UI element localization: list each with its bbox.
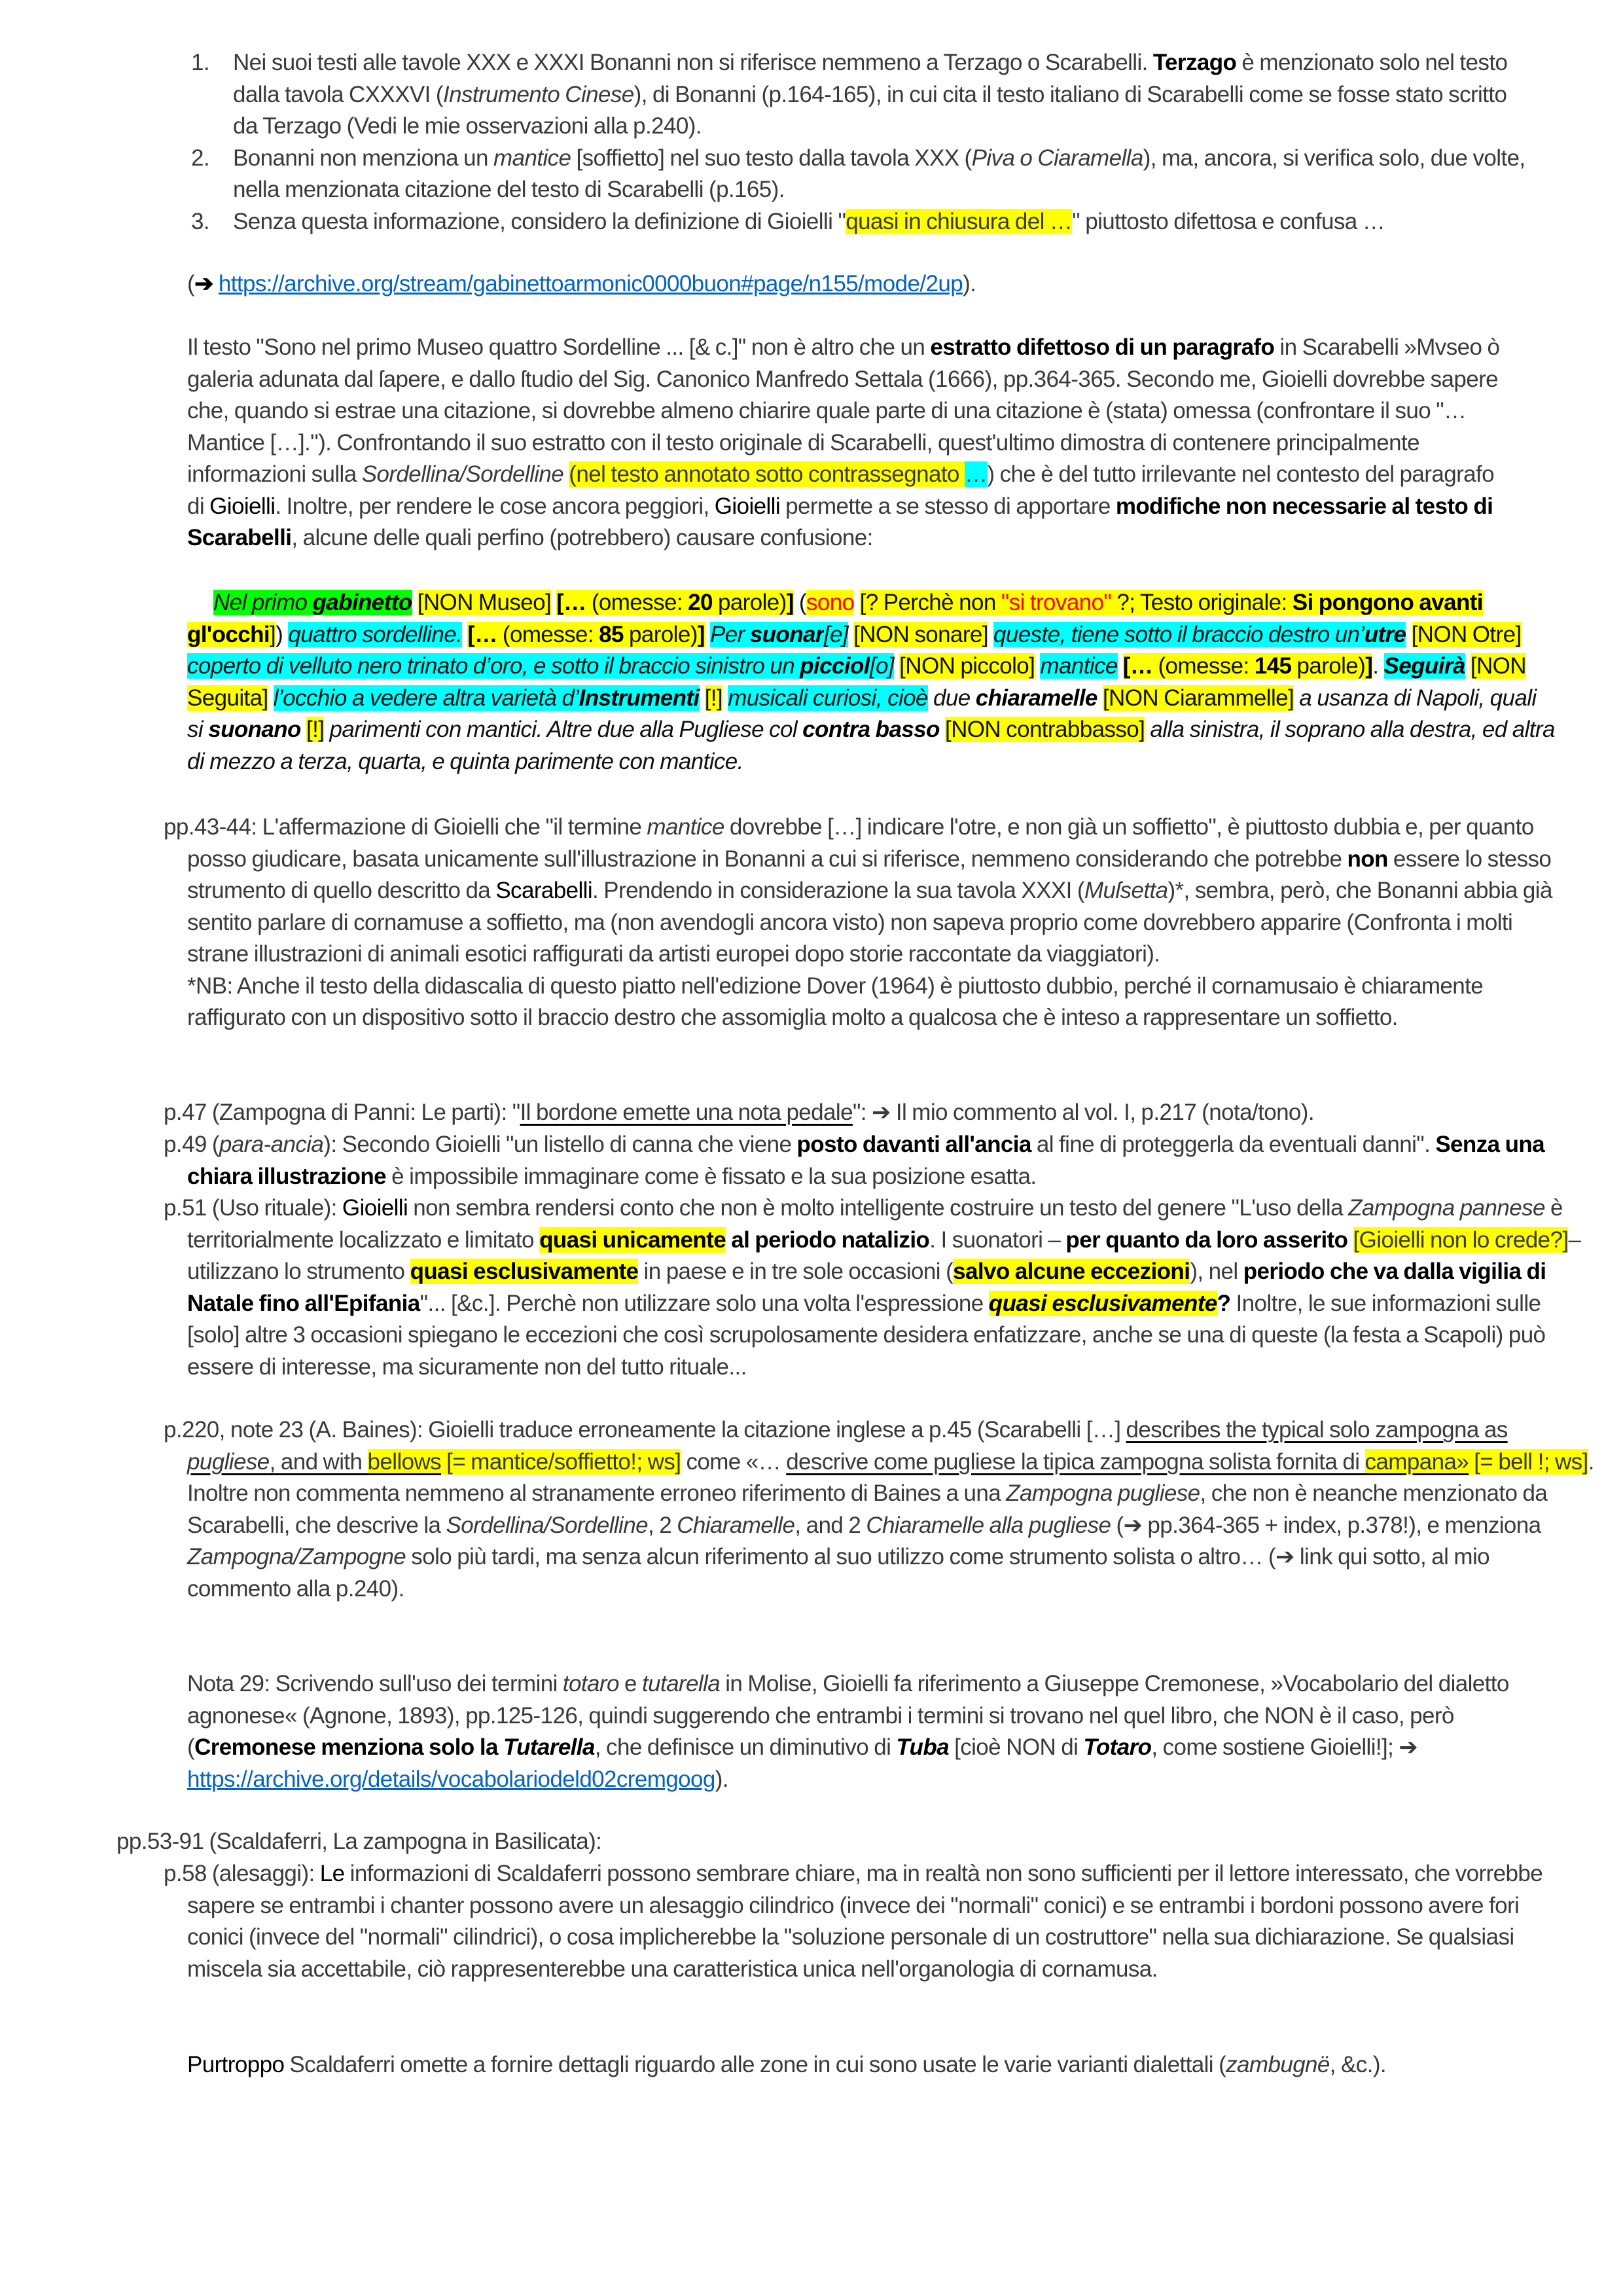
bold-text: Tutarella (503, 1734, 595, 1760)
highlighted-text: bellows (367, 1448, 442, 1475)
bold-text: ? (1217, 1290, 1231, 1316)
text-run: Nota 29: Scrivendo sull'uso dei termini (187, 1671, 563, 1696)
highlighted-text: [NON Ciarammelle] (1102, 685, 1294, 711)
highlighted-text: … (563, 590, 586, 615)
highlighted-text: [NON sonare] (853, 621, 988, 647)
text-run: mantice (493, 145, 571, 171)
text-run: Il testo "Sono nel primo Museo quattro Sordelline ... [& c.]" non è altro che un (187, 334, 931, 360)
text-run (722, 685, 728, 711)
entry-p47 (164, 1097, 1620, 1129)
list-number: 3. (191, 208, 209, 234)
text-run: . Prendendo in considerazione la sua tavola XXXI ( (592, 878, 1084, 903)
text-run (301, 717, 306, 742)
highlighted-text: [= mantice/soffietto!; ws] (441, 1448, 681, 1475)
text-run: . Inoltre non commenta nemmeno al stranamente erroneo riferimento di Baines a una (187, 1448, 1594, 1506)
text-run (1097, 685, 1103, 711)
highlighted-text: sono (806, 590, 855, 615)
text-run: ), di Bonanni (p.164-165), in cui cita il testo italiano di Scarabelli come se fosse stato scritto da Terzago (Vedi le mie osservazioni alla p.240). (233, 81, 1507, 139)
text-run: tutarella (641, 1671, 721, 1696)
text-run: p.51 (Uso rituale): (164, 1195, 342, 1221)
text-run: è territorialmente localizzato e limitato (187, 1195, 1563, 1253)
text-run: mantice (647, 814, 724, 840)
text-run: ): Secondo Gioielli "un listello di canna che viene (323, 1132, 797, 1157)
highlighted-text: utre (1364, 621, 1406, 647)
text-run: , and with (269, 1448, 368, 1475)
highlighted-text: quasi in chiusura del … (846, 208, 1073, 234)
highlighted-text: ?; Testo originale: (1111, 590, 1293, 615)
text-run: al fine di proteggerla da eventuali danni". (1031, 1132, 1436, 1157)
scarabelli-annotated-quote (187, 587, 1555, 778)
paragraph-il-testo (187, 332, 1516, 554)
list-item-text (233, 50, 1507, 139)
bold-text: periodo che va dalla vigilia di Natale fino all'Epifania (187, 1259, 1546, 1316)
text-run: , che non è neanche menzionato da Scarabelli, che descrive la (187, 1480, 1548, 1538)
text-run: , and 2 (794, 1512, 866, 1538)
highlighted-text: parole) (1291, 653, 1366, 679)
text-run (848, 622, 853, 647)
text-run: dovrebbe […] indicare l'otre, e non già un soffietto", è piuttosto dubbia e, per quanto posso giudicare, basata unicamente sull'illustrazione in Bonanni a cui si riferisce, nemmeno considerando che potrebbe (187, 814, 1534, 872)
text-run: Chiaramelle alla pugliese (866, 1512, 1111, 1538)
text-run: . Inoltre, per rendere le cose ancora peggiori, (275, 493, 715, 519)
highlighted-text: Si pongono avanti gl'occhi (187, 590, 1483, 647)
bold-text: Terzago (1152, 50, 1237, 75)
text-run: . I suonatori – (929, 1227, 1066, 1253)
paragraph-purtroppo (187, 2049, 1548, 2081)
text-run: [soffietto] nel suo testo dalla tavola XXX ( (571, 145, 972, 171)
list-item-1 (191, 47, 1535, 143)
highlighted-text: coperto di velluto nero trinato d’oro, e sotto il braccio sinistro un (187, 653, 800, 679)
highlighted-text: (omesse: (586, 590, 688, 615)
text-run: è impossibile immaginare come è fissato e la sua posizione esatta. (386, 1163, 1037, 1189)
text-run: [cioè NON di (948, 1734, 1084, 1760)
highlighted-text: 145 (1254, 653, 1292, 679)
highlighted-text: parole) (623, 621, 698, 647)
highlighted-text: mantice (1040, 653, 1118, 679)
highlighted-text: suonar (749, 621, 824, 647)
highlighted-text: parole) (712, 590, 787, 615)
text-run: , 2 (647, 1512, 677, 1538)
text-run: Piva o Ciaramella (971, 145, 1143, 171)
highlighted-text: ] (270, 621, 276, 647)
highlighted-text: 85 (599, 621, 624, 647)
bold-text: contra basso (802, 717, 940, 742)
numbered-list (191, 47, 1535, 238)
bold-text: Senza una chiara illustrazione (187, 1132, 1545, 1189)
highlighted-text: (omesse: (497, 621, 599, 647)
text-run: ). (715, 1766, 728, 1792)
text-run: pp.43-44: L'affermazione di Gioielli che "il termine (164, 814, 647, 840)
text-run: essere lo stesso strumento di quello descritto da (187, 846, 1552, 903)
highlighted-text: [!] (306, 717, 325, 742)
highlighted-text: [ (1122, 653, 1130, 679)
text-run: è menzionato solo nel testo dalla tavola CXXXVI ( (233, 50, 1508, 107)
highlighted-text: gabinetto (312, 590, 412, 615)
highlighted-text: salvo alcune eccezioni (953, 1259, 1190, 1284)
highlighted-text: campana» (1364, 1448, 1469, 1475)
bold-text: Totaro (1083, 1734, 1152, 1760)
external-link[interactable]: https://archive.org/details/vocabolariodeld02cremgoog (187, 1766, 715, 1792)
text-run: a usanza di Napoli, quali si (187, 685, 1537, 742)
text-run (940, 717, 945, 742)
text-run (1406, 622, 1411, 647)
entry-p220 (164, 1414, 1594, 1605)
text-run (705, 622, 710, 647)
bold-text: non (1347, 846, 1388, 872)
highlighted-text: quasi esclusivamente (410, 1259, 639, 1284)
paren-close: ). (963, 271, 976, 296)
text-run: come «… (681, 1448, 787, 1475)
entry-p51 (164, 1193, 1581, 1383)
highlighted-text: [NON piccolo] (899, 653, 1035, 679)
text-run: ( (793, 590, 806, 615)
highlighted-text: … (474, 621, 497, 647)
highlighted-text: queste, tiene sotto il braccio destro un’ (993, 621, 1364, 647)
text-run: pugliese (187, 1448, 270, 1475)
bold-text: al periodo natalizio (726, 1227, 930, 1253)
text-run: p.58 (alesaggi): (164, 1861, 320, 1886)
entry-nb-note: *NB: Anche il testo della didascalia di questo piatto nell'edizione Dover (1964) è piuttosto dubbio, perché il cornamusaio è chiaramente raffigurato con un dispositivo sotto il braccio destro che assomiglia molto a qualcosa che è inteso a rappresentare un soffietto. (187, 973, 1484, 1030)
list-number: 2. (191, 145, 209, 171)
text-run (412, 590, 418, 615)
text-run: Il bordone emette una nota pedale (520, 1100, 853, 1125)
text-run: Nei suoi testi alle tavole XXX e XXXI Bonanni non si riferisce nemmeno a Terzago o Scarabelli. (233, 50, 1153, 75)
text-run: ) (276, 621, 289, 647)
text-run: (➔ pp.364-365 + index, p.378!), e menziona (1111, 1512, 1541, 1538)
text-run: descrive come pugliese la tipica zampogna solista fornita di (786, 1448, 1365, 1475)
text-run: Scarabelli (495, 878, 593, 903)
text-run: ), nel (1190, 1259, 1243, 1284)
text-run: , come sostiene Gioielli!]; ➔ (1151, 1734, 1418, 1760)
text-run: permette a se stesso di apportare (780, 493, 1116, 519)
text-run: , &c.). (1329, 2052, 1386, 2077)
highlighted-text: [ (467, 621, 475, 647)
highlighted-text: quasi esclusivamente (988, 1290, 1217, 1316)
text-run (700, 685, 705, 711)
entry-p58 (164, 1858, 1575, 1985)
text-run: zambugnë (1226, 2052, 1330, 2077)
highlighted-text: Seguirà (1383, 653, 1465, 679)
text-run: Instrumento Cinese (442, 81, 634, 107)
highlighted-text: [e] (823, 621, 848, 647)
text-run: , alcune delle quali perfino (potrebbero) causare confusione: (291, 525, 873, 550)
highlighted-text: Per (709, 621, 750, 647)
text-run: in Scarabelli »Mvseo ò galeria adunata dal ſapere, e dallo ſtudio del Sig. Canonico Manfredo Settala (1666), pp.364-365. Secondo me, Gioielli dovrebbe sapere che, quando si estrae una citazione, si dovrebbe almeno chiarire quale parte di una citazione è (stata) omessa (confrontare il suo "… Mantice […]."). Confrontando il suo estratto con il testo originale di Scarabelli, quest'ultimo dimostra di contenere principalmente informazioni sulla (187, 334, 1500, 487)
nota-29 (187, 1668, 1568, 1795)
bold-text: Tuba (896, 1734, 949, 1760)
highlighted-text: "si trovano" (1001, 590, 1112, 615)
highlighted-text: ] (697, 621, 705, 647)
text-run: , che definisce un diminutivo di (594, 1734, 897, 1760)
highlighted-text: Instrumenti (579, 685, 700, 711)
highlighted-text: [? Perchè non (859, 590, 1001, 615)
text-run: Sordellina/Sordelline (361, 461, 564, 487)
highlighted-text: [o] (869, 653, 895, 679)
text-run (988, 622, 993, 647)
text-run: Senza questa informazione, considero la definizione di Gioielli " (233, 208, 846, 234)
section-heading-scaldaferri: pp.53-91 (Scaldaferri, La zampogna in Basilicata): (116, 1829, 602, 1854)
text-run (854, 590, 859, 615)
text-run: para-ancia (219, 1132, 324, 1157)
highlighted-text: [NON Museo] (417, 590, 552, 615)
highlighted-text: [Gioielli non lo crede?] (1353, 1227, 1569, 1253)
text-run: in paese e in tre sole occasioni ( (638, 1259, 954, 1284)
text-run: ) che è del tutto irrilevante nel contesto del paragrafo di (187, 461, 1494, 519)
bold-text: suonano (208, 717, 301, 742)
text-run: Gioielli (209, 493, 276, 519)
highlighted-text: (omesse: (1152, 653, 1255, 679)
highlighted-text: [NON Seguita] (187, 653, 1526, 711)
text-run: informazioni di Scaldaferri possono sembrare chiare, ma in realtà non sono sufficienti per il lettore interessato, che vorrebbe sapere se entrambi i chanter possono avere un alesaggio cilindrico (invece dei "normali" conici) e se entrambi i bordoni possono avere fori conici (invece del "normali" cilindrici), o cosa implicherebbe la "soluzione personale di un costruttore" nella sua dichiarazione. Se qualsiasi miscela sia accettabile, ciò rappresenterebbe una caratteristica unica nell'organologia di cornamusa. (187, 1861, 1543, 1982)
text-run: . (1372, 653, 1384, 679)
text-run: – utilizzano lo strumento (187, 1227, 1581, 1284)
highlighted-text: Nel primo (213, 590, 313, 615)
list-item-text (233, 145, 1525, 203)
text-run: ), ma, ancora, si verifica solo, due volte, nella menzionata citazione del testo di Scarabelli (p.165). (233, 145, 1525, 202)
archive-gabinetto-link[interactable]: https://archive.org/stream/gabinettoarmonic0000buon#page/n155/mode/2up (218, 271, 963, 296)
bold-text: modifiche non necessarie al testo di Scarabelli (187, 493, 1493, 550)
entry-p49 (164, 1129, 1568, 1193)
text-run: alla sinistra, il soprano alla destra, ed altra di mezzo a terza, quarta, e quinta parimente con mantice. (187, 717, 1555, 774)
text-run (894, 653, 899, 679)
highlighted-text: ] (786, 590, 794, 615)
text-run: parimenti con mantici. Altre due alla Pugliese col (324, 717, 803, 742)
list-item-2 (191, 143, 1535, 206)
bold-text: estratto difettoso di un paragrafo (930, 334, 1275, 360)
list-item-3 (191, 206, 1535, 238)
entry-text (164, 814, 1552, 967)
text-run: p.220, note 23 (A. Baines): Gioielli traduce erroneamente la citazione inglese a p.45 (Scarabelli […] (164, 1417, 1126, 1443)
bold-text: per quanto da loro asserito (1065, 1227, 1348, 1253)
highlighted-text: [NON contrabbasso] (944, 717, 1145, 742)
text-run: Gioielli (342, 1195, 408, 1221)
highlighted-text: [!] (704, 685, 723, 711)
highlighted-text: picciol (800, 653, 870, 679)
highlighted-text: 20 (688, 590, 713, 615)
text-run: Bonanni non menziona un (233, 145, 494, 171)
bold-text: chiaramelle (975, 685, 1097, 711)
highlighted-text: quattro sordelline. (288, 621, 463, 647)
text-run (1465, 653, 1471, 679)
highlighted-text: l’occhio a vedere altra varietà d’ (273, 685, 579, 711)
text-run: Zampogna pannese (1348, 1195, 1545, 1221)
text-run: )*, sembra, però, che Bonanni abbia già sentito parlare di cornamuse a soffietto, ma (non avendogli ancora visto) non sapeva proprio come dovrebbero apparire (Confronta i molti strane illustrazioni di animali esotici raffigurati da artisti europei dopo storie raccontate da viaggiatori). (187, 878, 1552, 967)
text-run: p.49 ( (164, 1132, 219, 1157)
list-item-text (233, 209, 1385, 234)
text-run: e (618, 1671, 642, 1696)
text-run: "... [&c.]. Perchè non utilizzare solo una volta l'espressione (419, 1290, 989, 1316)
highlighted-text: (nel testo annotato sotto contrassegnato (569, 461, 965, 487)
highlighted-text: [NON Otre] (1411, 621, 1522, 647)
paren-open: ( (187, 271, 195, 296)
text-run: Zampogna/Zampogne (187, 1544, 406, 1570)
highlighted-text: quasi unicamente (539, 1227, 726, 1253)
text-run: in Molise, Gioielli fa riferimento a Giuseppe Cremonese, »Vocabolario del dialetto agnonese« (Agnone, 1893), pp.125-126, quindi suggerendo che entrambi i termini si trovano nel quel libro, che NON è il caso, però ( (187, 1671, 1509, 1760)
text-run: Muſsetta (1084, 878, 1168, 903)
highlighted-text: [ (556, 590, 564, 615)
text-run: due (927, 685, 976, 711)
highlighted-text: [= bell !; ws] (1469, 1448, 1588, 1475)
archive-reference (187, 268, 1561, 300)
entry-pp43-44 (164, 812, 1568, 1034)
highlighted-text: musicali curiosi, cioè (728, 685, 928, 711)
highlighted-text: … (1130, 653, 1153, 679)
text-run: Inoltre, le sue informazioni sulle [solo] altre 3 occasioni spiegano le eccezioni che così scrupolosamente desidera enfatizzare, anche se una di queste (la festa a Scapoli) può essere di interesse, ma sicuramente non del tutto rituale... (187, 1290, 1546, 1380)
text-run (268, 685, 274, 711)
text-run: Scaldaferri omette a fornire dettagli riguardo alle zone in cui sono usate le varie varianti dialettali ( (284, 2052, 1226, 2077)
text-run: totaro (562, 1671, 619, 1696)
text-run (1118, 653, 1123, 679)
text-run: Chiaramelle (677, 1512, 795, 1538)
highlighted-text: … (965, 461, 988, 487)
text-run: Zampogna pugliese (1006, 1480, 1200, 1506)
highlighted-text: ] (1365, 653, 1373, 679)
text-run: Purtroppo (187, 2052, 285, 2077)
arrow-right-icon: ➔ (194, 271, 213, 296)
text-run: " piuttosto difettosa e confusa … (1072, 208, 1385, 234)
text-run: Le (319, 1861, 345, 1886)
list-number: 1. (191, 50, 209, 75)
text-run: Gioielli (714, 493, 781, 519)
text-run: p.47 (Zampogna di Panni: Le parti): " (164, 1100, 520, 1125)
text-run: solo più tardi, ma senza alcun riferimento al suo utilizzo come strumento solista o altro… (➔ link qui sotto, al mio commento alla p.240). (187, 1544, 1489, 1602)
bold-text: posto davanti all'ancia (796, 1132, 1031, 1157)
text-run: ": ➔ Il mio commento al vol. I, p.217 (nota/tono). (852, 1100, 1314, 1125)
text-run: Sordellina/Sordelline (446, 1512, 648, 1538)
text-run (1347, 1227, 1353, 1253)
text-run: non sembra rendersi conto che non è molto intelligente costruire un testo del genere "L'uso della (408, 1195, 1349, 1221)
bold-text: Cremonese menziona solo la (194, 1734, 503, 1760)
text-run: describes the typical solo zampogna as (1126, 1417, 1508, 1443)
